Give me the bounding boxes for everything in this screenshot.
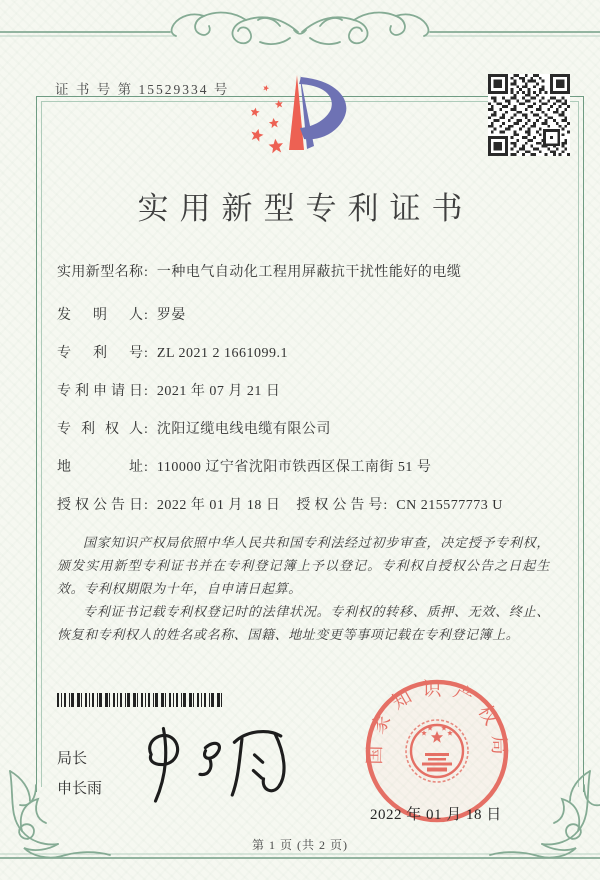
director-title: 局长 xyxy=(57,751,88,767)
field-colon: : xyxy=(144,498,148,513)
fields-section xyxy=(57,262,570,533)
field-value: 沈阳辽缆电线电缆有限公司 xyxy=(156,422,331,437)
field-colon: : xyxy=(144,384,148,399)
field-label: 专利权人 xyxy=(57,422,143,437)
field-row-grant xyxy=(57,495,570,516)
seal-date: 2022 年 01 月 18 日 xyxy=(370,807,502,823)
field-colon: : xyxy=(383,498,388,513)
field-row-filing-date xyxy=(57,381,570,402)
field-label: 发明人 xyxy=(57,308,143,323)
field-row-patentee xyxy=(57,419,570,440)
certificate-title: 实用新型专利证书 xyxy=(137,191,474,226)
cnipa-patent-logo-icon xyxy=(230,72,360,167)
field-value: 2022 年 01 月 18 日 xyxy=(156,498,281,513)
barcode xyxy=(57,693,223,707)
field-label: 授权公告号 xyxy=(296,498,383,513)
field-value: 2021 年 07 月 21 日 xyxy=(156,384,281,399)
field-label: 授权公告日 xyxy=(57,498,143,513)
field-label: 专利号 xyxy=(57,346,143,361)
field-label: 专利申请日 xyxy=(57,384,143,399)
field-row-address xyxy=(57,457,570,478)
certificate-number: 证 书 号 第 15529334 号 xyxy=(55,82,230,97)
page-footer: 第 1 页 (共 2 页) xyxy=(252,838,348,852)
director-name: 申长雨 xyxy=(57,781,103,797)
field-colon: : xyxy=(144,346,148,361)
legal-text-section xyxy=(57,532,550,646)
field-row-patent-no xyxy=(57,343,570,364)
field-colon: : xyxy=(144,460,148,475)
corner-flourish-left xyxy=(10,771,110,858)
field-row-name xyxy=(57,262,570,283)
bottom-ornament-border xyxy=(0,765,600,880)
legal-paragraph-2: 专利证书记载专利权登记时的法律状况。专利权的转移、质押、无效、终止、恢复和专利权人的姓名或名称、国籍、地址变更等事项记载在专利登记簿上。 xyxy=(57,603,550,642)
field-colon: : xyxy=(144,422,148,437)
field-colon: : xyxy=(144,265,148,280)
field-value: 罗晏 xyxy=(156,308,186,323)
field-colon: : xyxy=(144,308,148,323)
field-value: 一种电气自动化工程用屏蔽抗干扰性能好的电缆 xyxy=(156,265,462,280)
field-value: ZL 2021 2 1661099.1 xyxy=(156,346,288,361)
field-label: 地址 xyxy=(57,460,143,475)
qr-code xyxy=(488,74,570,156)
field-row-inventor xyxy=(57,305,570,326)
top-ornament-border xyxy=(0,6,600,62)
field-value: 110000 辽宁省沈阳市铁西区保工南街 51 号 xyxy=(156,460,432,475)
logo-stars-icon xyxy=(249,84,283,153)
corner-flourish-right xyxy=(490,771,590,858)
legal-paragraph-1: 国家知识产权局依照中华人民共和国专利法经过初步审查，决定授予专利权，颁发实用新型专利证书并在专利登记簿上予以登记。专利权自授权公告之日起生效。专利权期限为十年，自申请日起算。 xyxy=(57,535,550,596)
field-label: 实用新型名称 xyxy=(57,265,143,280)
seal-ring-text: 国家知识产权局 xyxy=(364,679,510,765)
field-value: CN 215577773 U xyxy=(396,498,503,513)
